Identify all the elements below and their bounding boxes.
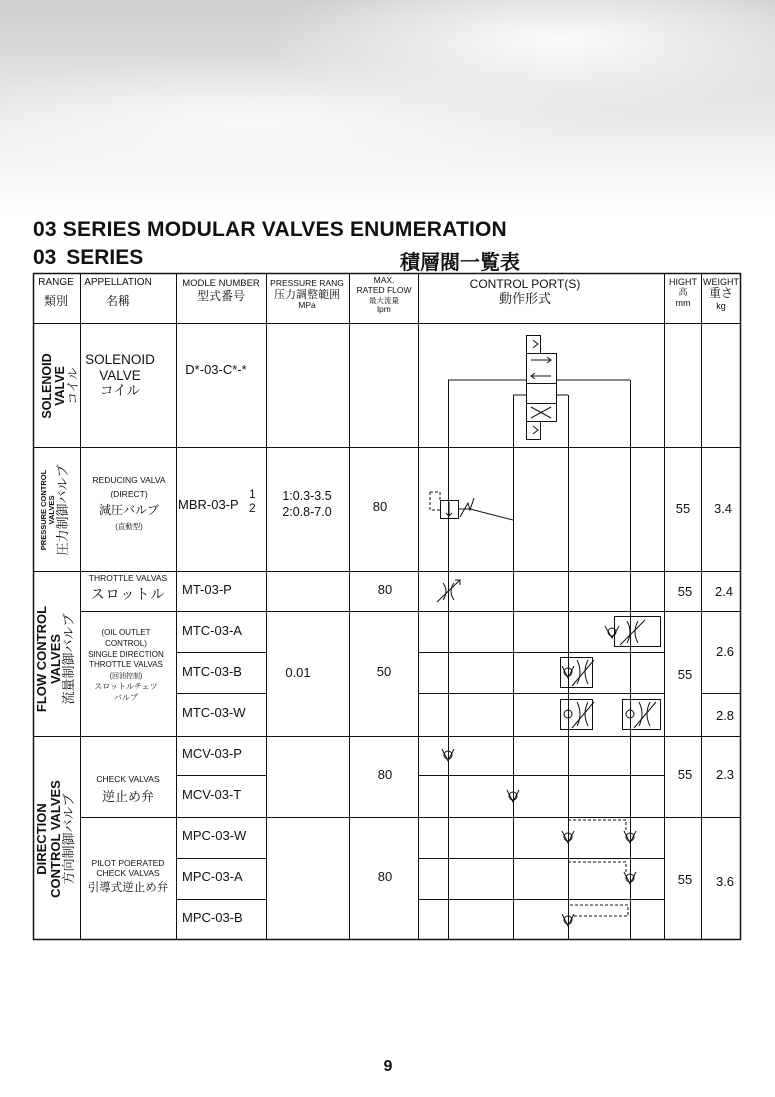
model-mpc-w: MPC-03-W <box>182 828 247 843</box>
header-height: HIGHT 高 mm <box>669 277 697 308</box>
height-mtc: 55 <box>677 667 693 682</box>
flow-reducing: 80 <box>372 499 388 514</box>
header-range: RANGE 類別 <box>38 277 74 308</box>
flow-check: 80 <box>377 767 393 782</box>
flow-pilot-check: 80 <box>377 869 393 884</box>
appellation-throttle: THROTTLE VALVAS スロットル <box>88 573 168 602</box>
weight-throttle: 2.4 <box>714 584 734 599</box>
weight-pilot-check: 3.6 <box>715 874 735 889</box>
model-mcv-t: MCV-03-T <box>182 787 242 802</box>
range-solenoid: SOLENOID VALVE コイル <box>40 353 81 419</box>
weight-reducing: 3.4 <box>713 501 733 516</box>
pressure-mtc: 0.01 <box>285 665 311 680</box>
height-throttle: 55 <box>677 584 693 599</box>
appellation-throttle-check: (OIL OUTLET CONTROL) SINGLE DIRECTION THROTTLE VALVAS (回油控制) スロットルチェツ バルブ <box>88 628 164 702</box>
model-reducing: MBR-03-P <box>178 497 239 512</box>
range-pressure-control: PRESSURE CONTROL VALVES 圧力制御バルブ <box>39 464 70 556</box>
throttle-check-a-symbol <box>605 617 661 647</box>
height-pilot-check: 55 <box>677 872 693 887</box>
pressure-reducing: 1:0.3-3.5 2:0.8-7.0 <box>282 489 332 519</box>
height-reducing: 55 <box>675 501 691 516</box>
header-pressure-range: PRESSURE RANG 压力調整範囲 MPa <box>270 278 344 311</box>
appellation-solenoid: SOLENOID VALVE コイル <box>85 352 155 399</box>
model-mtc-a: MTC-03-A <box>182 623 242 638</box>
header-max-flow: MAX. RATED FLOW 最大流量 lpm <box>356 275 412 315</box>
model-mtc-w: MTC-03-W <box>182 705 246 720</box>
header-control-ports: CONTROL PORT(S) 動作形式 <box>469 277 581 306</box>
flow-mtc: 50 <box>376 664 392 679</box>
page-title: 03 SERIES MODULAR VALVES ENUMERATION <box>33 218 507 241</box>
pilot-check-symbols <box>562 820 636 926</box>
appellation-pilot-check: PILOT POERATED CHECK VALVAS 引導式逆止め弁 <box>87 858 169 894</box>
model-mpc-b: MPC-03-B <box>182 910 243 925</box>
weight-mtc-w: 2.8 <box>715 708 735 723</box>
model-mcv-p: MCV-03-P <box>182 746 242 761</box>
range-direction-control: DIRECTION CONTROL VALVES 方向制御バルブ <box>34 780 77 898</box>
model-mtc-b: MTC-03-B <box>182 664 242 679</box>
solenoid-valve-symbol <box>448 336 630 440</box>
weight-mtc-ab: 2.6 <box>715 644 735 659</box>
model-solenoid: D*-03-C*-* <box>185 362 247 377</box>
subtitle-series-word: SERIES <box>66 246 144 269</box>
weight-check: 2.3 <box>715 767 735 782</box>
model-reducing-suffix: 1 2 <box>249 487 256 515</box>
throttle-check-w-symbol <box>561 700 661 730</box>
header-weight: WEIGHT 重さ kg <box>703 277 739 312</box>
range-flow-control: FLOW CONTROL VALVES 流量制御バルブ <box>34 605 77 713</box>
subtitle-series-number: 03 <box>33 246 57 269</box>
model-throttle: MT-03-P <box>182 582 232 597</box>
reducing-valve-symbol <box>430 492 513 520</box>
appellation-reducing: REDUCING VALVA (DIRECT) 減圧バルブ (直動型) <box>92 475 166 531</box>
model-mpc-a: MPC-03-A <box>182 869 243 884</box>
height-check: 55 <box>677 767 693 782</box>
header-appellation: APPELLATION 名稱 <box>84 277 152 308</box>
page-subtitle-jp: 積層閥一覧表 <box>400 252 520 274</box>
page-number: 9 <box>383 1058 393 1075</box>
throttle-check-b-symbol <box>561 658 595 688</box>
appellation-check: CHECK VALVAS 逆止め弁 <box>96 774 160 804</box>
port-lines <box>449 380 631 940</box>
header-model-number: MODLE NUMBER 型式番号 <box>182 278 260 303</box>
flow-throttle: 80 <box>377 582 393 597</box>
